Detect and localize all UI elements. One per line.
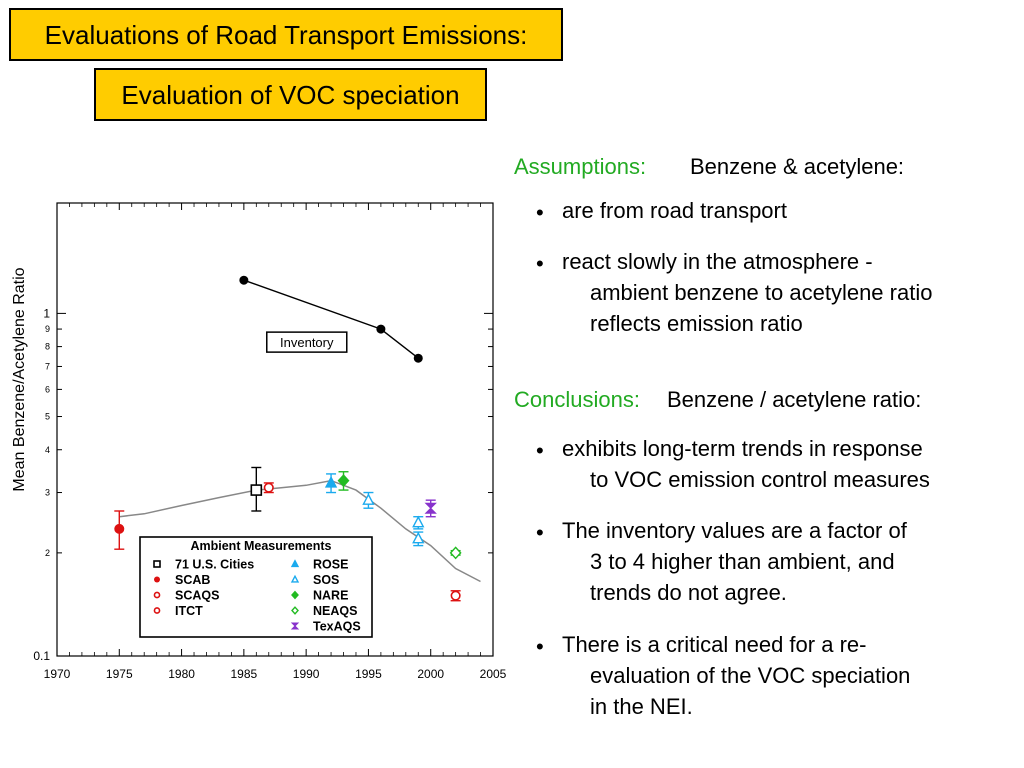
x-tick-label: 1970 <box>43 667 71 681</box>
inventory-annotation: Inventory <box>280 335 334 351</box>
conclusions-label: Conclusions: <box>514 387 640 412</box>
inventory-point <box>376 325 385 334</box>
point-71-u-s-cities <box>251 485 261 495</box>
x-tick-label: 2000 <box>417 667 445 681</box>
x-tick-label: 1975 <box>105 667 133 681</box>
inventory-point <box>414 354 423 363</box>
bullet-glyph: • <box>536 251 544 276</box>
x-tick-label: 1985 <box>230 667 258 681</box>
point-neaqs <box>451 547 461 558</box>
legend-entry: SCAQS <box>175 588 220 603</box>
legend-marker <box>154 592 159 597</box>
point-scaqs <box>265 483 274 492</box>
legend-entry: TexAQS <box>313 619 361 634</box>
x-tick-label: 1990 <box>292 667 320 681</box>
y-tick-label: 1 <box>43 306 50 321</box>
benzene-acetylene-chart <box>0 180 512 690</box>
conclusion-3-line-3: in the NEI. <box>590 694 693 719</box>
y-tick-label: 4 <box>44 444 50 455</box>
legend-entry: ROSE <box>313 557 349 572</box>
assumption-2-line-2: ambient benzene to acetylene ratio <box>590 280 933 305</box>
conclusion-2-line-2: 3 to 4 higher than ambient, and <box>590 549 895 574</box>
y-tick-label: 3 <box>44 487 50 498</box>
point-texaqs <box>426 503 436 513</box>
inventory-layer <box>239 276 422 363</box>
conclusions-heading: Benzene / acetylene ratio: <box>667 387 922 412</box>
x-tick-label: 1995 <box>355 667 382 681</box>
legend-title: Ambient Measurements <box>190 539 332 553</box>
assumption-1-line-1: are from road transport <box>562 198 787 223</box>
bullet-glyph: • <box>536 520 544 545</box>
slide-subtitle-text: Evaluation of VOC speciation <box>121 79 460 110</box>
legend-entry: ITCT <box>175 604 203 618</box>
conclusion-1-line-2: to VOC emission control measures <box>590 467 930 492</box>
assumption-2-line-3: reflects emission ratio <box>590 311 803 336</box>
y-tick-label: 7 <box>44 361 50 372</box>
legend-entry: NARE <box>313 588 349 603</box>
conclusion-1-line-1: exhibits long-term trends in response <box>562 436 923 461</box>
conclusion-3-line-2: evaluation of the VOC speciation <box>590 663 911 688</box>
legend-marker <box>154 561 160 567</box>
y-tick-label: 2 <box>44 548 50 559</box>
x-tick-label: 1980 <box>168 667 195 681</box>
assumptions-label: Assumptions: <box>514 154 647 179</box>
assumption-2-line-1: react slowly in the atmosphere - <box>562 249 873 274</box>
conclusion-2-line-3: trends do not agree. <box>590 580 787 605</box>
bullet-glyph: • <box>536 634 544 659</box>
conclusion-3-line-1: There is a critical need for a re- <box>562 632 867 657</box>
y-tick-label: 9 <box>44 324 50 335</box>
axis-labels <box>11 267 28 491</box>
y-tick-label: 6 <box>44 384 50 395</box>
legend-marker <box>154 577 160 583</box>
y-tick-label: 5 <box>44 411 50 422</box>
conclusion-2-line-1: The inventory values are a factor of <box>562 518 907 543</box>
point-sos <box>413 517 423 527</box>
legend-entry: NEAQS <box>313 604 358 618</box>
legend-entry: 71 U.S. Cities <box>175 557 255 572</box>
slide-title-text: Evaluations of Road Transport Emissions: <box>44 19 528 50</box>
legend-marker <box>154 608 159 613</box>
assumptions-heading: Benzene & acetylene: <box>690 154 905 179</box>
point-scab <box>114 524 124 534</box>
x-tick-label: 2005 <box>479 667 507 681</box>
bullet-glyph: • <box>536 438 544 463</box>
bullet-glyph: • <box>536 200 544 225</box>
legend-entry: SOS <box>313 573 340 587</box>
y-axis-label: Mean Benzene/Acetylene Ratio <box>11 267 28 492</box>
y-tick-label: 0.1 <box>33 649 50 664</box>
inventory-point <box>239 276 248 285</box>
legend-entry: SCAB <box>175 573 211 587</box>
legend <box>140 537 372 637</box>
point-itct <box>451 591 460 600</box>
y-tick-label: 8 <box>44 341 50 352</box>
slide-title <box>9 8 563 61</box>
slide-subtitle <box>94 68 487 121</box>
